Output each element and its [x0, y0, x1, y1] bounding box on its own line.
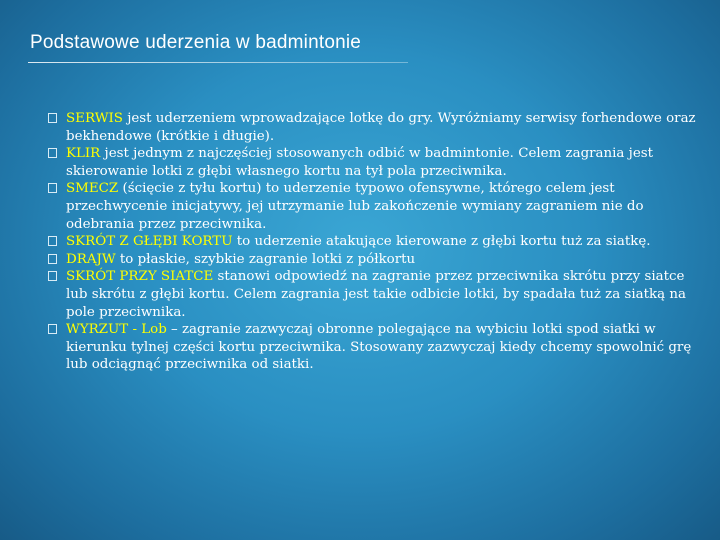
- stroke-term: SKRÓT PRZY SIATCE: [66, 269, 214, 285]
- stroke-term: SERWIS: [66, 111, 123, 126]
- list-item: [48, 268, 698, 321]
- stroke-term: SMECZ: [66, 181, 119, 197]
- square-bullet-icon: [48, 236, 57, 246]
- stroke-description: stanowi odpowiedź na zagranie przez przeciwnika skrótu przy siatce lub skrótu z głębi kortu. Celem zagrania jest takie odbicie lotki, by spadała tuż za siatką na pole przeciwnika.: [66, 269, 686, 320]
- title-underline: [28, 62, 408, 63]
- square-bullet-icon: [48, 254, 57, 264]
- stroke-description: jest uderzeniem wprowadzające lotkę do gry. Wyróżniamy serwisy forhendowe oraz bekhendowe (krótkie i długie).: [66, 111, 696, 144]
- list-item: [48, 321, 698, 374]
- slide-title: Podstawowe uderzenia w badmintonie: [30, 32, 362, 53]
- list-item: [48, 110, 698, 145]
- list-item: [48, 145, 698, 180]
- strokes-list: [48, 110, 698, 374]
- square-bullet-icon: [48, 324, 57, 334]
- square-bullet-icon: [48, 113, 57, 123]
- stroke-term: SKRÓT Z GŁĘBI KORTU: [66, 234, 233, 250]
- stroke-term: DRAJW: [66, 251, 116, 267]
- square-bullet-icon: [48, 183, 57, 193]
- stroke-description: (ścięcie z tyłu kortu) to uderzenie typowo ofensywne, którego celem jest przechwycenie inicjatywy, jej utrzymanie lub zakończenie wymiany zagraniem nie do odebrania przez przeciwnika.: [66, 181, 644, 232]
- list-item: [48, 233, 698, 251]
- stroke-description: – zagranie zazwyczaj obronne polegające na wybiciu lotki spod siatki w kierunku tylnej części kortu przeciwnika. Stosowany zazwyczaj kiedy chcemy spowolnić grę lub odciągnąć przeciwnika od siatki.: [66, 322, 692, 373]
- stroke-description: jest jednym z najczęściej stosowanych odbić w badmintonie. Celem zagrania jest skierowanie lotki z głębi własnego kortu na tył pola przeciwnika.: [66, 146, 653, 179]
- stroke-description: to uderzenie atakujące kierowane z głębi kortu tuż za siatkę.: [232, 234, 651, 250]
- stroke-term: KLIR: [66, 146, 101, 162]
- square-bullet-icon: [48, 271, 57, 281]
- list-item: [48, 180, 698, 233]
- stroke-term: WYRZUT - Lob: [66, 322, 167, 338]
- stroke-description: to płaskie, szybkie zagranie lotki z półkortu: [115, 251, 416, 267]
- list-item: [48, 251, 698, 269]
- square-bullet-icon: [48, 148, 57, 158]
